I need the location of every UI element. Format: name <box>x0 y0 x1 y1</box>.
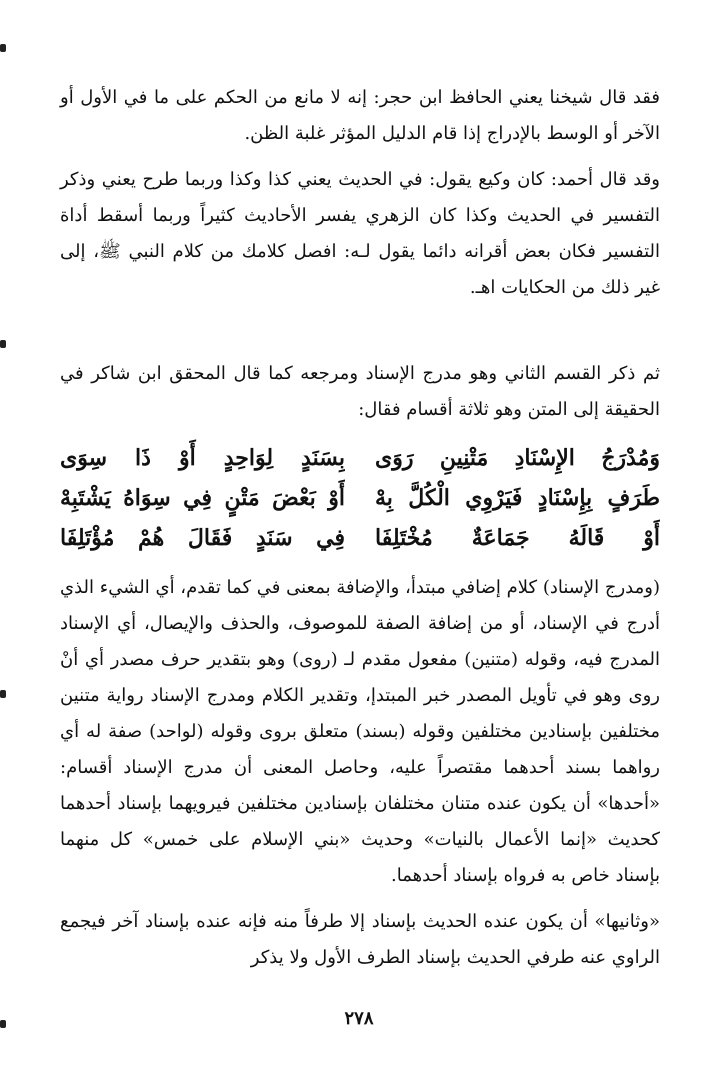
paragraph-second-type: «وثانيها» أن يكون عنده الحديث بإسناد إلا طرفاً منه فإنه عنده بإسناد آخر فيجمع الراوي عنه طرفي الحديث بإسناد الطرف الأول ولا يذكر <box>60 911 660 968</box>
poem-verses <box>60 438 660 558</box>
verse-first-hemistich: طَرَفٍ بِإِسْنَادٍ فَيَرْوِي الْكُلَّ بِهْ <box>375 485 660 511</box>
verse-first-hemistich: أَوْ قَالَهُ جَمَاعَةٌ مُخْتَلِفَا <box>375 525 660 551</box>
verse-second-hemistich: بِسَنَدٍ لِوَاحِدٍ أَوْ ذَا سِوَى <box>60 445 345 471</box>
verse-second-hemistich: أَوْ بَعْضَ مَتْنٍ فِي سِوَاهُ يَشْتَبِهْ <box>60 485 345 511</box>
verse-second-hemistich: فِي سَنَدٍ فَقَالَ هُمْ مُؤْتَلِفَا <box>60 525 345 551</box>
margin-mark <box>0 690 6 698</box>
page-body <box>60 80 660 986</box>
margin-mark <box>0 340 6 348</box>
margin-mark <box>0 1020 6 1028</box>
verse-row <box>60 438 660 478</box>
paragraph-section-intro: ثم ذكر القسم الثاني وهو مدرج الإسناد ومرجعه كما قال المحقق ابن شاكر في الحقيقة إلى المتن وهو ثلاثة أقسام فقال: <box>60 363 660 420</box>
page-number: ٢٧٨ <box>344 1008 374 1029</box>
paragraph-commentary: (ومدرج الإسناد) كلام إضافي مبتدأ، والإضافة بمعنى في كما تقدم، أي الشيء الذي أدرج في الإسناد، أو من إضافة الصفة للموصوف، والحذف والإيصال، أي الإسناد المدرج فيه، وقوله (متنين) مفعول مقدم لـ (روى) وهو بتقدير حرف مصدر أي أنْ روى وهو في تأويل المصدر خبر المبتدإ، وتقدير الكلام ومدرج الإسناد رواية متنين مختلفين بإسنادين مختلفين وقوله (بسند) متعلق بروى وقوله (لواحد) صفة له أي رواهما بسند أحدهما مقتصراً عليه، وحاصل المعنى أن مدرج الإسناد أقسام: «أحدها» أن يكون عنده متنان مختلفان بإسنادين مختلفين فيرويهما بإسناد أحدهما كحديث «إنما الأعمال بالنيات» وحديث «بني الإسلام على خمس» كل منهما بإسناد خاص به فرواه بإسناد أحدهما. <box>60 577 660 886</box>
paragraph-ahmad-waki: وقد قال أحمد: كان وكيع يقول: في الحديث يعني كذا وكذا وربما طرح يعني وذكر التفسير في الحديث وكذا كان الزهري يفسر الأحاديث كثيراً وربما أسقط أداة التفسير فكان بعض أقرانه دائما يقول لـه: افصل كلامك من كلام النبي ﷺ، إلى غير ذلك من الحكايات اهـ. <box>60 169 660 298</box>
verse-row <box>60 518 660 558</box>
paragraph-ibn-hajar: فقد قال شيخنا يعني الحافظ ابن حجر: إنه لا مانع من الحكم على ما في الأول أو الآخر أو الوسط بالإدراج إذا قام الدليل المؤثر غلبة الظن. <box>60 87 660 144</box>
margin-mark <box>0 44 6 52</box>
verse-first-hemistich: وَمُدْرَجُ الإِسْنَادِ مَتْنِينِ رَوَى <box>375 445 660 471</box>
section-gap <box>60 316 660 356</box>
verse-row <box>60 478 660 518</box>
